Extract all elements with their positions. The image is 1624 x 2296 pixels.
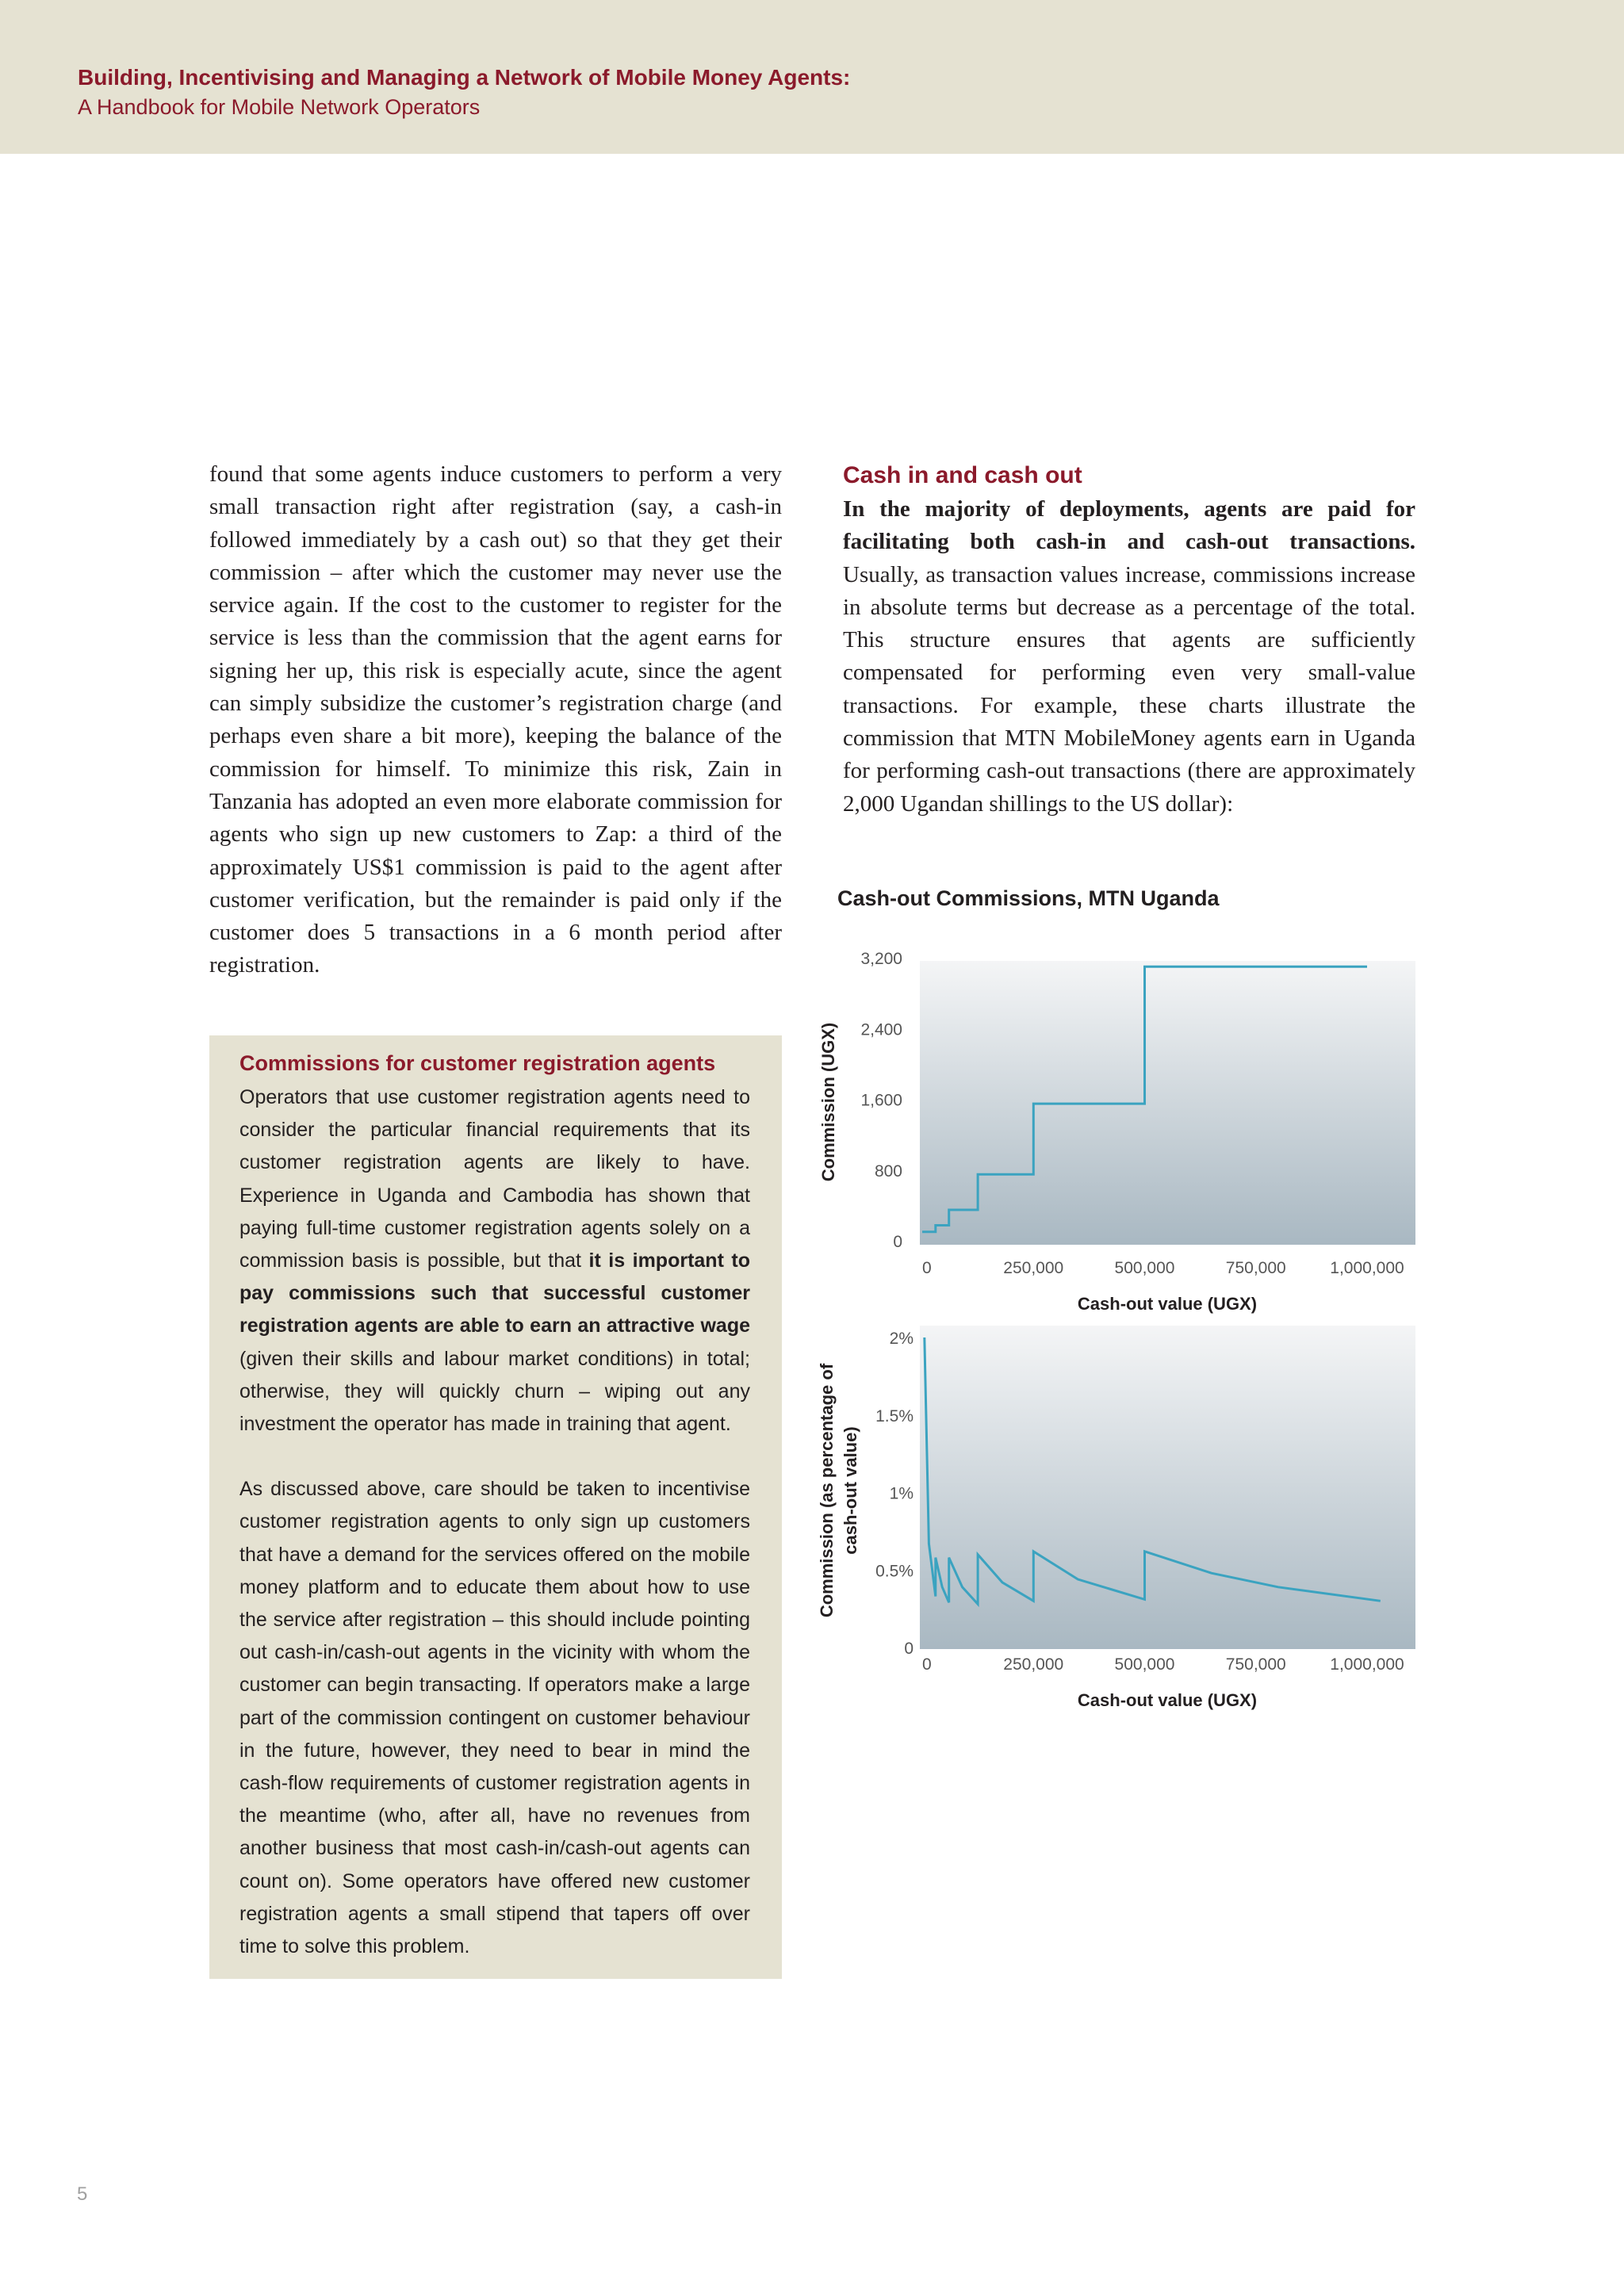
lead-bold: In the majority of deployments, agents are paid for facilitating both cash-in and cash-out transactions. <box>843 496 1415 555</box>
x-tick-label: 1,000,000 <box>1330 1655 1404 1674</box>
y-tick-label: 0 <box>904 1640 914 1658</box>
sidebar-box <box>209 1035 782 1979</box>
series-line <box>922 966 1367 1232</box>
handbook-subtitle: A Handbook for Mobile Network Operators <box>78 95 481 119</box>
right-body: Usually, as transaction values increase, commissions increase in absolute terms but decrease as a percentage of the total. This structure ensures that agents are sufficiently compensated for performing even very small-value transactions. For example, these charts illustrate the commission that MTN MobileMoney agents earn in Uganda for performing cash-out transactions (there are approximately 2,000 Ugandan shillings to the US dollar): <box>843 561 1415 817</box>
x-tick-label: 1,000,000 <box>1330 1259 1404 1277</box>
y-tick-label: 0.5% <box>875 1562 914 1581</box>
section-heading: Cash in and cash out <box>843 462 1082 488</box>
x-axis-title: Cash-out value (UGX) <box>1077 1294 1258 1314</box>
x-tick-label: 0 <box>922 1259 932 1277</box>
y-axis-title: Commission (UGX) <box>818 1022 838 1182</box>
x-tick-label: 250,000 <box>1003 1655 1064 1674</box>
y-tick-label: 800 <box>874 1161 902 1181</box>
y-axis-title: Commission (as percentage of cash-out value) <box>817 1363 860 1618</box>
handbook-title: Building, Incentivising and Managing a Network of Mobile Money Agents: <box>78 65 851 90</box>
y-tick-label: 1.5% <box>875 1406 914 1425</box>
sidebar-p1-end: (given their skills and labour market conditions) in total; otherwise, they will quickly churn – wiping out any investment the operator has made in training that agent. <box>239 1347 750 1436</box>
y-tick-label: 0 <box>893 1233 902 1251</box>
left-paragraph: found that some agents induce customers to perform a very small transaction right after registration (say, a cash-in followed immediately by a cash out) so that they get their commission – after which the customer may never use the service again. If the cost to the customer to register for the service is less than the commission that the agent earns for signing her up, this risk is especially acute, since the agent can simply subsidize the customer’s registration charge (and perhaps even share a bit more), keeping the balance of the commission for himself. To minimize this risk, Zain in Tanzania has adopted an even more elaborate commission for agents who sign up new customers to Zap: a third of the approximately US$1 commission is paid to the agent after customer verification, but the remainder is paid only if the customer does 5 transactions in a 6 month period after registration. <box>209 461 782 978</box>
y-tick-label: 2,400 <box>860 1020 902 1039</box>
left-column <box>209 458 782 982</box>
y-tick-label: 1% <box>889 1484 914 1503</box>
right-paragraph <box>843 493 1415 821</box>
page-header <box>0 0 1624 154</box>
x-tick-label: 0 <box>922 1655 932 1674</box>
plot-area <box>920 1326 1415 1649</box>
chart-title: Cash-out Commissions, MTN Uganda <box>837 886 1220 910</box>
chart-commission-ugx <box>818 950 1415 1314</box>
chart-commission-percent <box>817 1326 1415 1710</box>
x-tick-label: 500,000 <box>1114 1259 1175 1277</box>
sidebar-p1-start: Operators that use customer registration agents need to consider the particular financial requirements that its customer registration agents are likely to have. Experience in Uganda and Cambodia has shown that paying full-time customer registration agents solely on a commission basis is possible, but that <box>239 1086 750 1272</box>
series-line <box>925 1337 1381 1604</box>
plot-area <box>920 961 1415 1245</box>
x-tick-label: 750,000 <box>1225 1655 1286 1674</box>
right-column <box>843 458 1415 821</box>
x-tick-label: 750,000 <box>1225 1259 1286 1277</box>
page-number: 5 <box>77 2183 88 2205</box>
x-tick-label: 250,000 <box>1003 1259 1064 1277</box>
sidebar-paragraph-2: As discussed above, care should be taken to incentivise customer registration agents to only sign up customers that have a demand for the services offered on the mobile money platform and to educate them about how to use the service after registration – this should include pointing out cash-in/cash-out agents in the vicinity with whom the customer can begin transacting. If operators make a large part of the commission contingent on customer behaviour in the future, however, they need to bear in mind the cash-flow requirements of customer registration agents in the meantime (who, after all, have no revenues from another business that most cash-in/cash-out agents can count on). Some operators have offered new customer registration agents a small stipend that tapers off over time to solve this problem. <box>239 1478 750 1958</box>
y-tick-label: 1,600 <box>860 1091 902 1110</box>
y-tick-label: 3,200 <box>860 950 902 968</box>
x-axis-title: Cash-out value (UGX) <box>1077 1690 1258 1710</box>
y-tick-label: 2% <box>889 1330 914 1348</box>
sidebar-p1-bold: it is important to pay commissions such that successful customer registration agents are able to earn an attractive wage <box>239 1249 751 1337</box>
sidebar-heading: Commissions for customer registration agents <box>239 1051 716 1075</box>
sidebar-paragraph-1 <box>239 1081 750 1441</box>
x-tick-label: 500,000 <box>1114 1655 1175 1674</box>
